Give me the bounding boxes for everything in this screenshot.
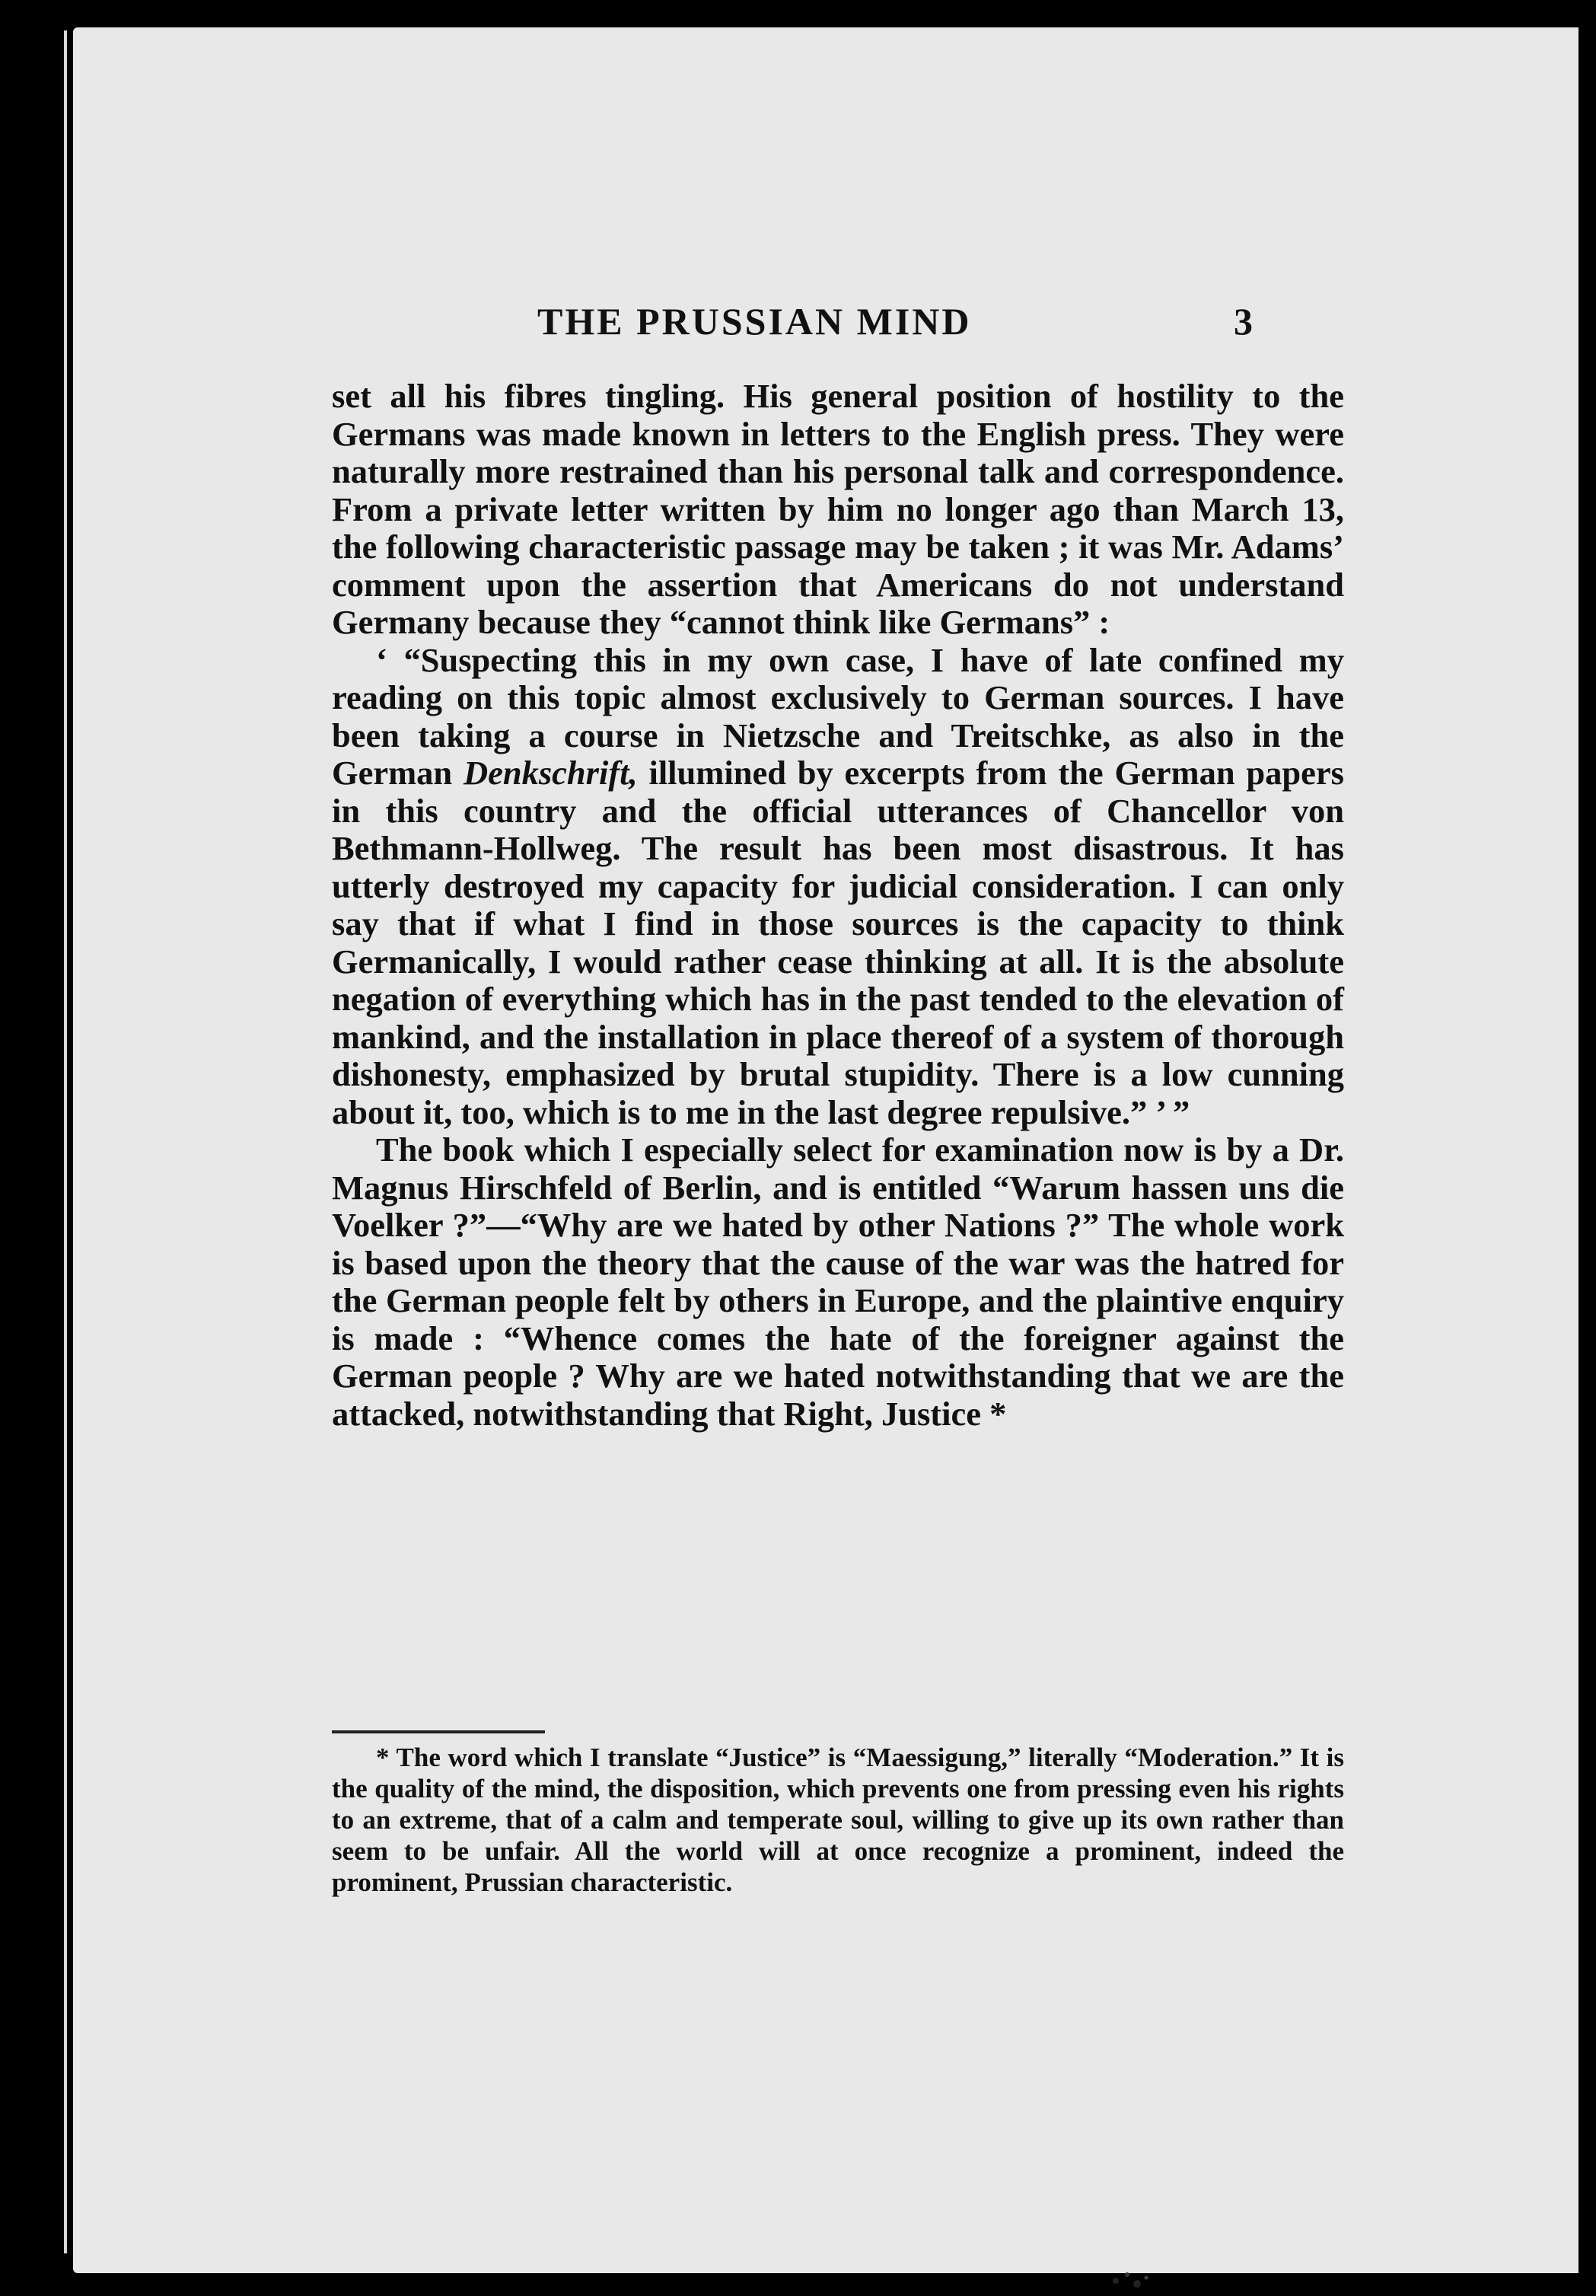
page-header <box>73 299 1578 345</box>
italic-denkschrift: Denkschrift, <box>463 754 638 792</box>
paragraph-3: The book which I especially select for examination now is by a Dr. Magnus Hirschfeld of Berlin, and is entitled “Warum hassen uns die Voelker ?”—“Why are we hated by other Nations ?” The whole work is based upon the theory that the cause of the war was the hatred for the German people felt by others in Europe, and the plaintive enquiry is made : “Whence comes the hate of the foreigner against the German people ? Why are we hated notwithstanding that we are the attacked, notwithstanding that Right, Justice * <box>332 1130 1344 1433</box>
scan-speck-marks <box>1101 2258 1161 2296</box>
binding-edge-line <box>64 30 67 2253</box>
paragraph-2-text-start: ‘ “Suspecting this in my own case, I have of late confined my reading on this topic almost exclusively to German sources. I have been taking a course in Nietzsche and Treitschke, as also in the German <box>332 640 1344 792</box>
paragraph-1: set all his fibres tingling. His general position of hostility to the Germans was made known in letters to the English press. They were naturally more restrained than his personal talk and correspondence. From a private letter written by him no longer ago than March 13, the following characteristic passage may be taken ; it was Mr. Adams’ comment upon the assertion that Americans do not understand Germany because they “cannot think like Germans” : <box>332 377 1344 641</box>
footnote <box>332 1742 1344 1898</box>
footnote-divider <box>332 1730 545 1733</box>
paragraph-2-text-end: illumined by excerpts from the German papers in this country and the official utterances of Chancellor von Bethmann-Hollweg. The result has been most disastrous. It has utterly destroyed my capacity for judicial consideration. I can only say that if what I find in those sources is the capacity to think Germanically, I would rather cease thinking at all. It is the absolute negation of everything which has in the past tended to the elevation of mankind, and the installation in place thereof of a system of thorough dishonesty, emphasized by brutal stupidity. There is a low cunning about it, too, which is to me in the last degree repulsive.” ’ ” <box>332 754 1344 1131</box>
book-page <box>73 27 1578 2273</box>
running-title: THE PRUSSIAN MIND <box>537 300 972 343</box>
body-text <box>332 378 1344 1433</box>
scan-left-border <box>0 0 73 2290</box>
paragraph-2-quoted-letter <box>332 642 1344 1132</box>
page-number: 3 <box>1234 300 1253 343</box>
footnote-text: * The word which I translate “Justice” is “Maessigung,” literally “Moderation.” It is the quality of the mind, the disposition, which prevents one from pressing even his rights to an extreme, that of a calm and temperate soul, willing to give up its own rather than seem to be unfair. All the world will at once recognize a prominent, indeed the prominent, Prussian characteristic. <box>332 1743 1344 1897</box>
